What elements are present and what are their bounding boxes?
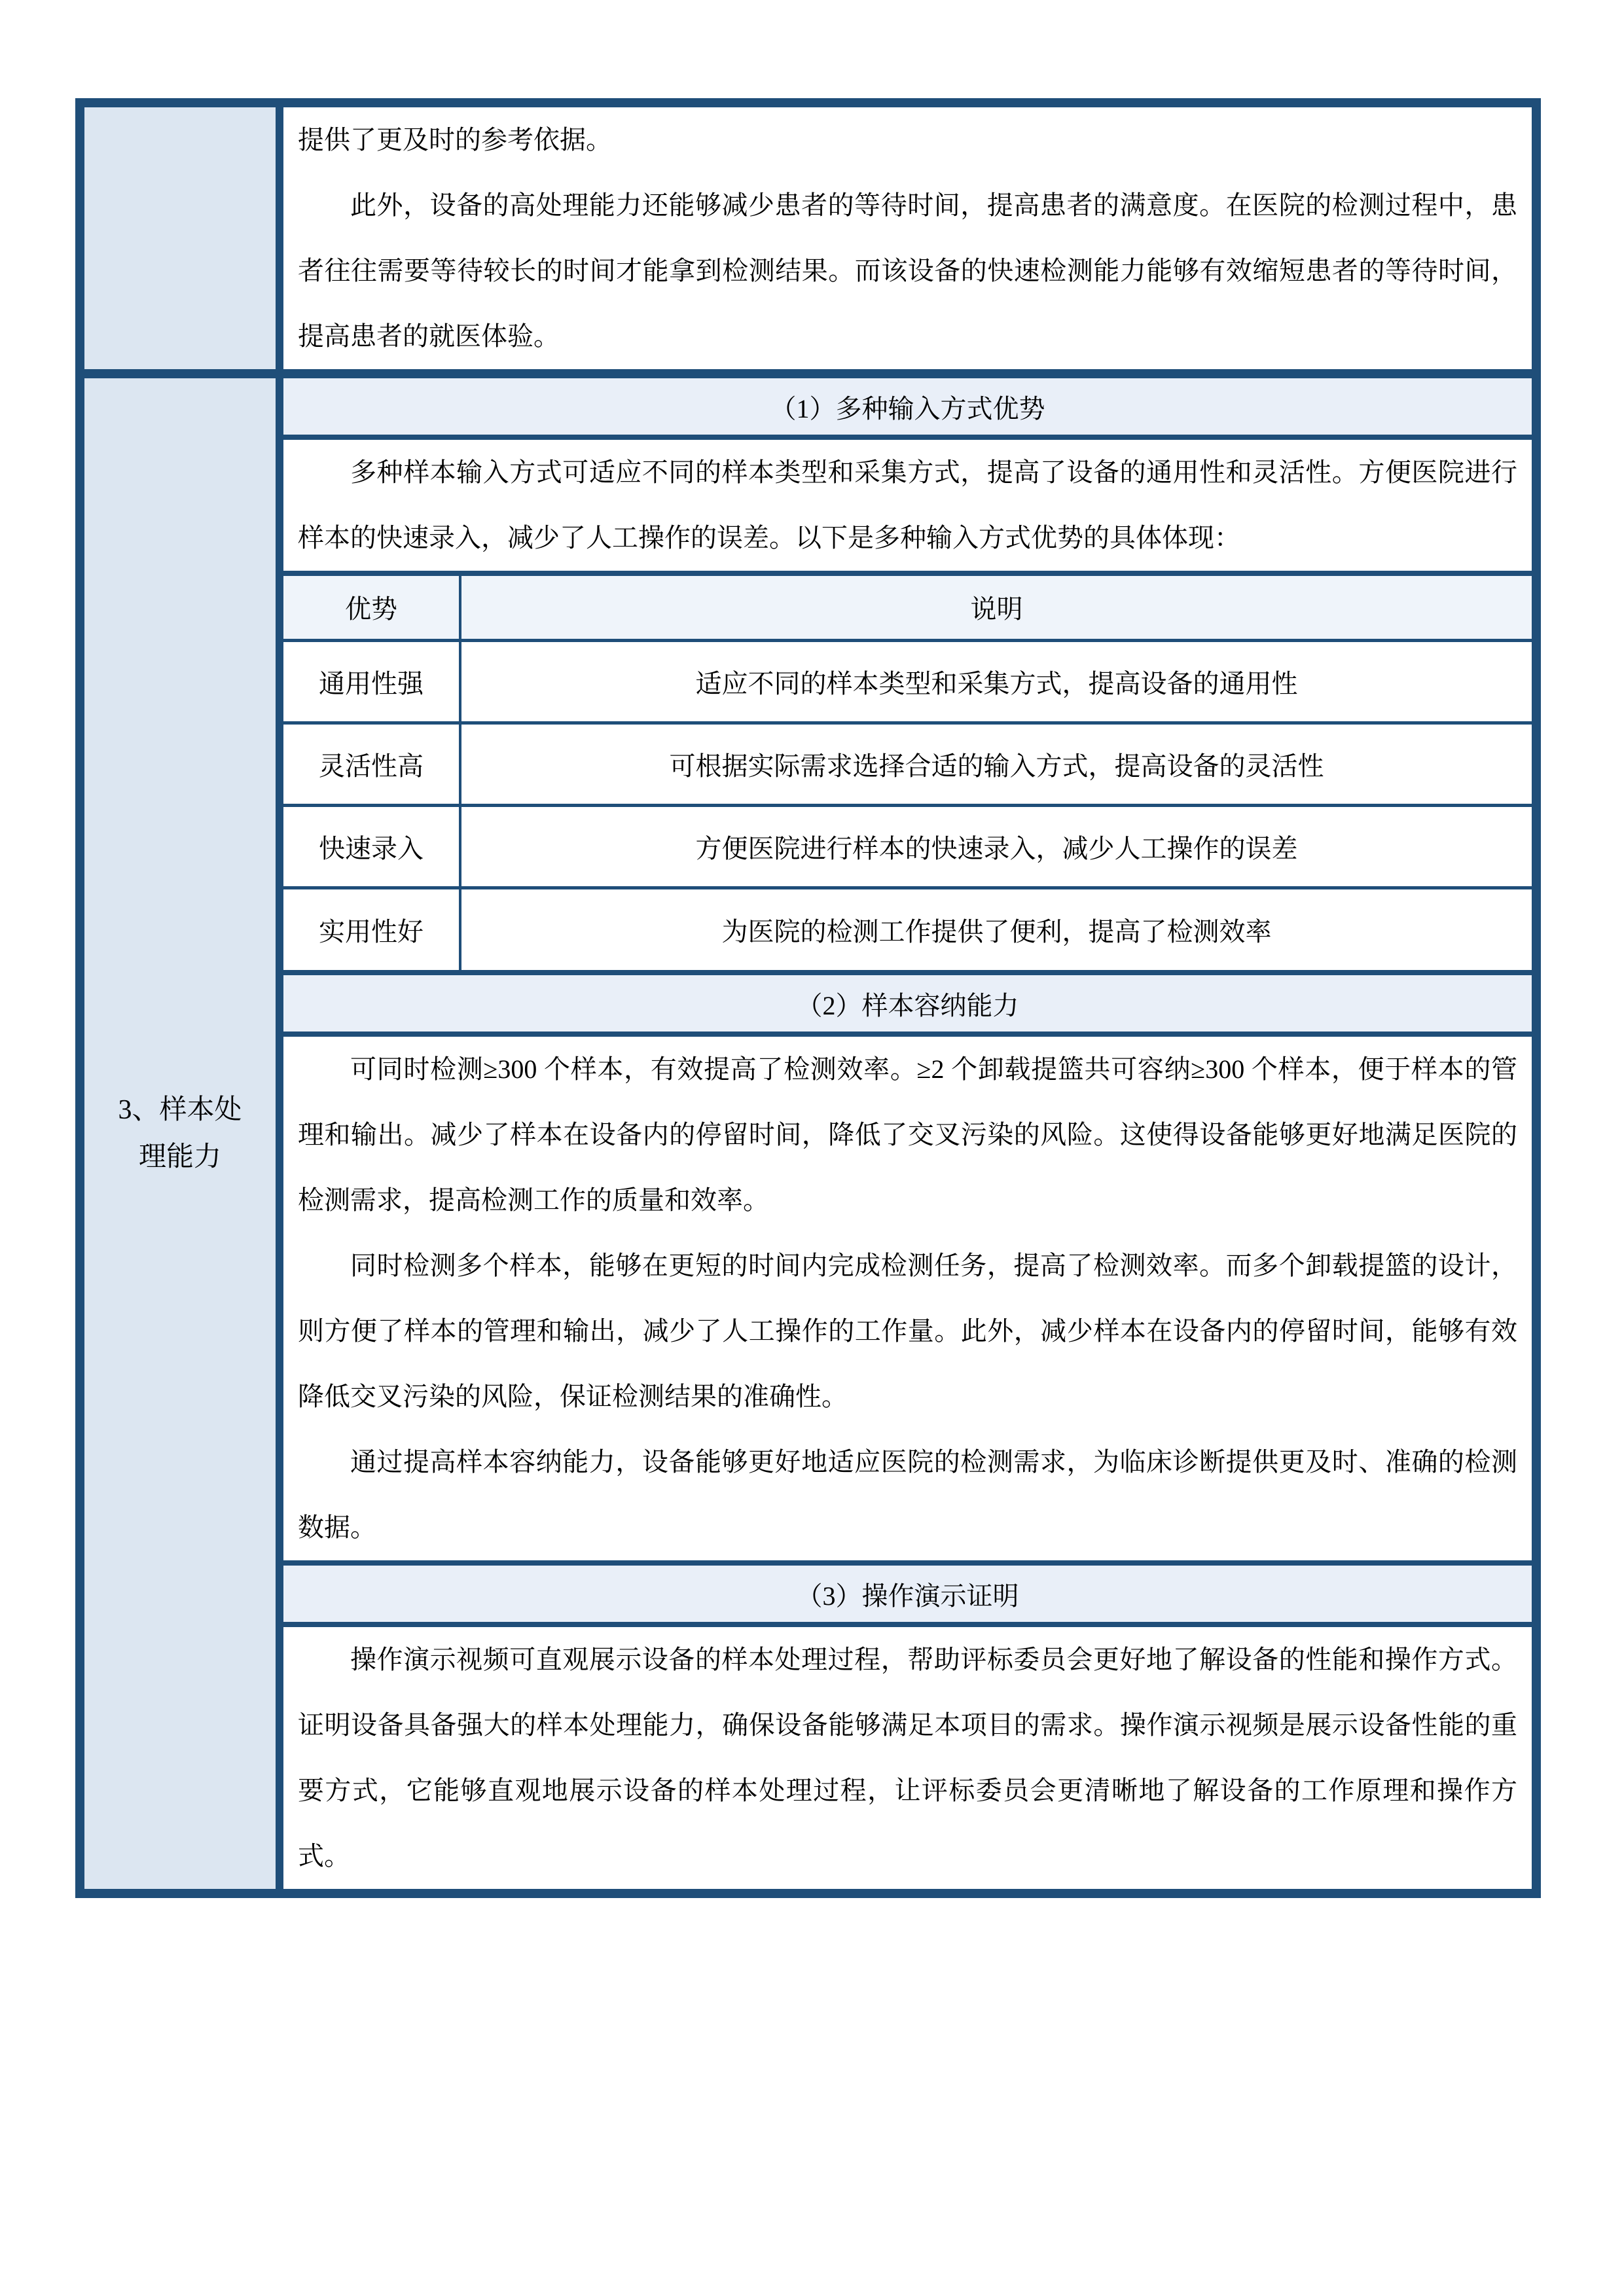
section-2-title: （2）样本容纳能力 <box>796 990 1019 1020</box>
description-cell: 可根据实际需求选择合适的输入方式，提高设备的灵活性 <box>460 723 1532 805</box>
table-row <box>283 805 1532 888</box>
paragraph: 多种样本输入方式可适应不同的样本类型和采集方式，提高了设备的通用性和灵活性。方便医院进行样本的快速录入，减少了人工操作的误差。以下是多种输入方式优势的具体体现： <box>298 457 1517 552</box>
section-2-heading <box>283 970 1532 1037</box>
section-2-body <box>283 1037 1532 1560</box>
section-1-title: （1）多种输入方式优势 <box>770 393 1045 423</box>
table-row <box>283 723 1532 805</box>
row-label: 3、样本处理能力 <box>118 1095 242 1172</box>
table-row <box>283 640 1532 723</box>
paragraph: 可同时检测≥300 个样本，有效提高了检测效率。≥2 个卸载提篮共可容纳≥300 个样本，便于样本的管理和输出。减少了样本在设备内的停留时间，降低了交叉污染的风险。这使得设备能够更好地满足医院的检测需求，提高检测工作的质量和效率。 <box>298 1054 1517 1215</box>
section-3-body <box>283 1627 1532 1889</box>
evaluation-table <box>75 98 1541 1898</box>
table-row <box>283 888 1532 970</box>
paragraph: 操作演示视频可直观展示设备的样本处理过程，帮助评标委员会更好地了解设备的性能和操作方式。证明设备具备强大的样本处理能力，确保设备能够满足本项目的需求。操作演示视频是展示设备性能的重要方式，它能够直观地展示设备的样本处理过程，让评标委员会更清晰地了解设备的工作原理和操作方式。 <box>298 1645 1517 1871</box>
table-row-continuation <box>84 107 1532 378</box>
section-1-heading <box>283 378 1532 440</box>
advantages-header-row <box>283 573 1532 640</box>
advantage-cell: 快速录入 <box>283 805 460 888</box>
paragraph: 通过提高样本容纳能力，设备能够更好地适应医院的检测需求，为临床诊断提供更及时、准确的检测数据。 <box>298 1447 1517 1542</box>
advantage-cell: 灵活性高 <box>283 723 460 805</box>
advantage-cell: 实用性好 <box>283 888 460 970</box>
description-cell: 方便医院进行样本的快速录入，减少人工操作的误差 <box>460 805 1532 888</box>
table-row-sample-processing <box>84 378 1532 1889</box>
continuation-paragraphs <box>283 107 1532 369</box>
advantages-header-description: 说明 <box>460 573 1532 640</box>
advantages-header-advantage: 优势 <box>283 573 460 640</box>
row-label-cell <box>84 378 283 1889</box>
description-cell: 适应不同的样本类型和采集方式，提高设备的通用性 <box>460 640 1532 723</box>
sample-processing-content-cell <box>283 378 1532 1889</box>
paragraph: 提供了更及时的参考依据。 <box>298 125 612 154</box>
continuation-content-cell <box>283 107 1532 369</box>
paragraph: 同时检测多个样本，能够在更短的时间内完成检测任务，提高了检测效率。而多个卸载提篮的设计，则方便了样本的管理和输出，减少了人工操作的工作量。此外，减少样本在设备内的停留时间，能够有效降低交叉污染的风险，保证检测结果的准确性。 <box>298 1251 1517 1411</box>
paragraph: 此外，设备的高处理能力还能够减少患者的等待时间，提高患者的满意度。在医院的检测过程中，患者往往需要等待较长的时间才能拿到检测结果。而该设备的快速检测能力能够有效缩短患者的等待时间，提高患者的就医体验。 <box>298 190 1517 351</box>
row-label-cell-empty <box>84 107 283 369</box>
section-3-title: （3）操作演示证明 <box>796 1581 1019 1611</box>
description-cell: 为医院的检测工作提供了便利，提高了检测效率 <box>460 888 1532 970</box>
section-1-body <box>283 440 1532 571</box>
advantage-cell: 通用性强 <box>283 640 460 723</box>
section-3-heading <box>283 1560 1532 1627</box>
advantages-table <box>283 571 1532 970</box>
